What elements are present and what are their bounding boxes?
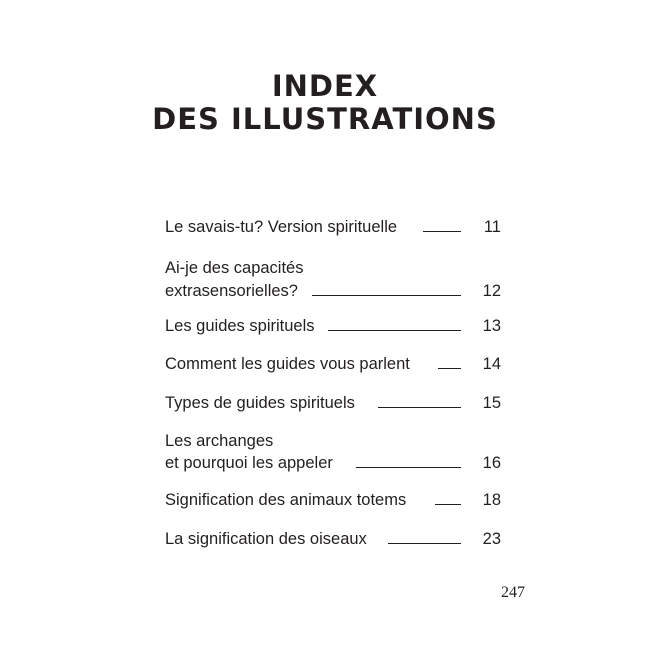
index-entry-title: Ai-je des capacités xyxy=(165,259,304,277)
dot-leader xyxy=(312,295,461,296)
index-entry xyxy=(165,430,501,452)
index-entry-title: La signification des oiseaux xyxy=(165,530,367,548)
page-title-line-1: INDEX xyxy=(271,69,379,103)
page-number: 247 xyxy=(501,584,525,601)
index-entry-title: Les archanges xyxy=(165,432,274,450)
index-entry-title: Types de guides spirituels xyxy=(165,394,355,412)
index-entry-page: 13 xyxy=(482,317,501,335)
index-entry-page: 14 xyxy=(482,355,501,373)
dot-leader xyxy=(435,504,461,505)
index-entry-title: et pourquoi les appeler xyxy=(165,454,333,472)
index-entry-page: 12 xyxy=(482,282,501,300)
dot-leader xyxy=(328,330,461,331)
page-title-line-2: DES ILLUSTRATIONS xyxy=(152,102,498,136)
index-entry-page: 15 xyxy=(482,394,501,412)
index-entry xyxy=(165,353,501,375)
index-entry-page: 18 xyxy=(482,491,501,509)
dot-leader xyxy=(356,467,461,468)
index-entry-page: 23 xyxy=(482,530,501,548)
index-entry-title: Comment les guides vous parlent xyxy=(165,355,410,373)
dot-leader xyxy=(388,543,461,544)
index-entry xyxy=(165,489,501,511)
dot-leader xyxy=(423,231,461,232)
index-entry xyxy=(165,216,501,238)
index-entry-title: Les guides spirituels xyxy=(165,317,315,335)
index-entry-continued xyxy=(165,452,501,474)
index-entry-title: extrasensorielles? xyxy=(165,282,298,300)
index-entry xyxy=(165,315,501,337)
dot-leader xyxy=(378,407,461,408)
index-entry xyxy=(165,392,501,414)
dot-leader xyxy=(438,368,461,369)
index-entry-page: 16 xyxy=(482,454,501,472)
index-entry-continued xyxy=(165,280,501,302)
index-entry-title: Le savais-tu? Version spirituelle xyxy=(165,218,398,236)
index-entry-title: Signification des animaux totems xyxy=(165,491,407,509)
index-entry-page: 11 xyxy=(483,218,501,236)
index-entry xyxy=(165,528,501,550)
index-entry xyxy=(165,257,501,279)
